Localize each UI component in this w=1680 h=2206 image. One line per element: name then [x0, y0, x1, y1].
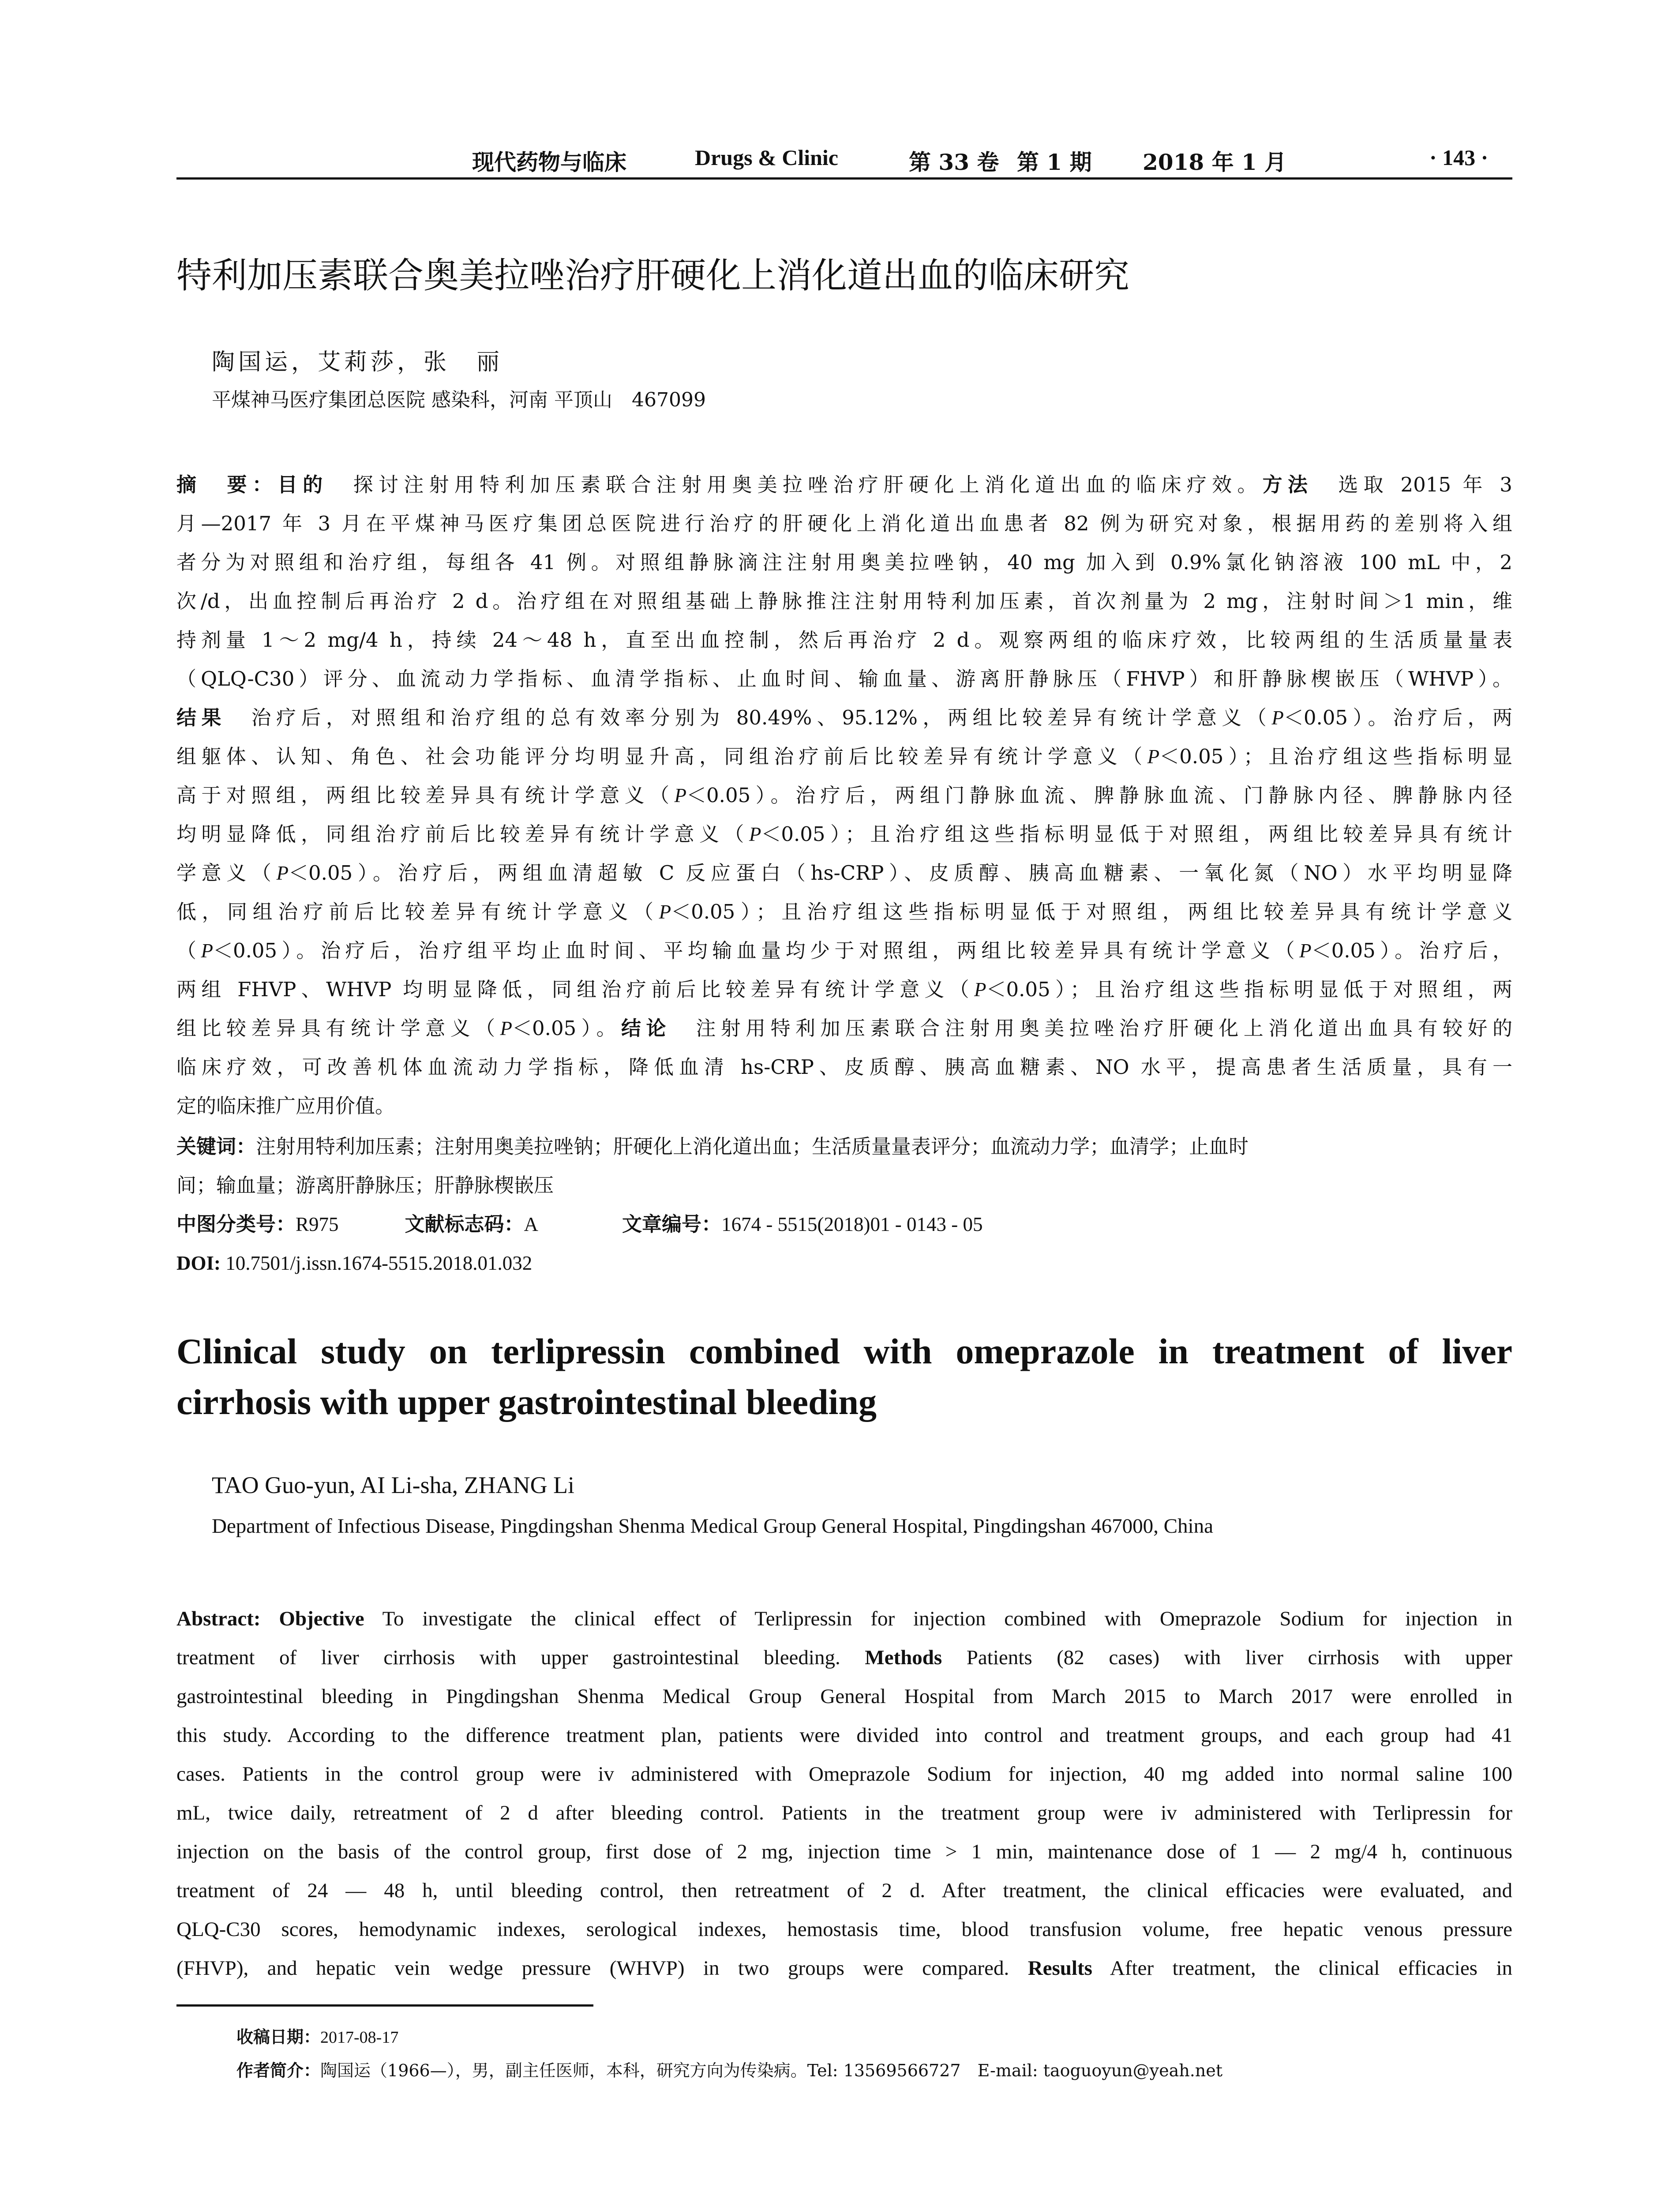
abstract-text: Patients (82 cases) with liver cirrhosis with upper — [966, 1646, 1512, 1669]
abstract-cn-line — [176, 698, 1512, 737]
p-symbol: P — [500, 1017, 513, 1039]
results-label-en: Results — [1028, 1957, 1092, 1980]
abstract-cn-line — [176, 893, 1512, 931]
title-en-line: cirrhosis with upper gastrointestinal bleeding — [176, 1382, 877, 1422]
doi-line — [176, 1244, 1512, 1283]
abstract-text: ＜0.05）；且治疗组这些指标明显 — [1159, 745, 1512, 768]
article-no-label: 文章编号： — [622, 1212, 722, 1236]
footnotes — [236, 2021, 1222, 2087]
abstract-cn-line: 持剂量 1～2 mg/4 h，持续 24～48 h，直至出血控制，然后再治疗 2 d。观察两组的临床疗效，比较两组的生活质量量表 — [176, 628, 1512, 652]
title-en — [176, 1326, 1512, 1427]
abstract-en-line: QLQ-C30 scores, hemodynamic indexes, serological indexes, hemostasis time, blood transfusion volume, free hepatic venous pressure — [176, 1918, 1512, 1941]
abstract-en-line: mL, twice daily, retreatment of 2 d after bleeding control. Patients in the treatment group were iv administered with Terlipressin for — [176, 1801, 1512, 1824]
p-symbol: P — [1271, 707, 1284, 729]
header-rule — [176, 177, 1512, 180]
abstract-text: 均明显降低，同组治疗前后比较差异有统计学意义（ — [176, 822, 749, 846]
objective-label-en: Objective — [279, 1607, 364, 1630]
received-label: 收稿日期： — [236, 2027, 321, 2047]
doi-label: DOI: — [176, 1252, 221, 1274]
doc-code-label: 文献标志码： — [405, 1212, 524, 1236]
abstract-cn-line: 者分为对照组和治疗组，每组各 41 例。对照组静脉滴注注射用奥美拉唑钠，40 mg 加入到 0.9%氯化钠溶液 100 mL 中，2 — [176, 551, 1512, 574]
abstract-en-line: this study. According to the difference treatment plan, patients were divided into control and treatment groups, and each group had 41 — [176, 1724, 1512, 1747]
received-date — [236, 2021, 1222, 2054]
abstract-en-line — [176, 1599, 1512, 1638]
abstract-text: 低，同组治疗前后比较差异有统计学意义（ — [176, 900, 659, 923]
abstract-text: 选取 2015 年 3 — [1338, 473, 1512, 496]
issue-date: 2018 年 1 月 — [1143, 149, 1287, 175]
abstract-cn-line — [176, 931, 1512, 970]
affiliation-cn: 平煤神马医疗集团总医院 感染科，河南 平顶山 467099 — [212, 389, 706, 411]
p-symbol: P — [1147, 746, 1160, 768]
abstract-text: 治疗后，对照组和治疗组的总有效率分别为 80.49%、95.12%，两组比较差异有统计学意义（ — [251, 706, 1272, 729]
title-cn: 特利加压素联合奥美拉唑治疗肝硬化上消化道出血的临床研究 — [176, 255, 1129, 296]
abstract-text: ＜0.05）；且治疗组这些指标明显低于对照组，两组比较差异具有统计 — [761, 822, 1512, 846]
abstract-text: ＜0.05）。治疗后，治疗组平均止血时间、平均输血量均少于对照组，两组比较差异具有统计学意义（ — [213, 939, 1300, 962]
abstract-text: ＜0.05）。治疗后，两 — [1283, 706, 1512, 729]
abstract-text: 两组 FHVP、WHVP 均明显降低，同组治疗前后比较差异有统计学意义（ — [176, 978, 974, 1001]
abstract-text: To investigate the clinical effect of Terlipressin for injection combined with Omeprazole Sodium for injection in — [382, 1607, 1512, 1630]
abstract-cn-line — [176, 854, 1512, 893]
abstract-text: 高于对照组，两组比较差异具有统计学意义（ — [176, 784, 675, 807]
affiliation-en: Department of Infectious Disease, Pingdingshan Shenma Medical Group General Hospital, Pingdingshan 467000, China — [212, 1515, 1213, 1538]
abstract-en-line: injection on the basis of the control group, first dose of 2 mg, injection time > 1 min, maintenance dose of 1 — 2 mg/4 h, continuous — [176, 1840, 1512, 1863]
p-symbol: P — [201, 940, 213, 962]
abstract-text: 组躯体、认知、角色、社会功能评分均明显升高，同组治疗前后比较差异有统计学意义（ — [176, 745, 1148, 768]
abstract-text: 探讨注射用特利加压素联合注射用奥美拉唑治疗肝硬化上消化道出血的临床疗效。 — [353, 473, 1263, 496]
author-bio-text: 陶国运（1966—），男，副主任医师，本科，研究方向为传染病。Tel: 13569566727 E-mail: taoguoyun@yeah.net — [320, 2061, 1223, 2080]
clc-label: 中图分类号： — [176, 1212, 296, 1236]
abstract-label-en: Abstract: — [176, 1607, 261, 1630]
author-bio-label: 作者简介： — [236, 2061, 321, 2080]
abstract-text: ＜0.05）；且治疗组这些指标明显低于对照组，两组比较差异具有统计学意义 — [671, 900, 1512, 923]
issue: 第 1 期 — [1017, 149, 1092, 175]
abstract-en-line: gastrointestinal bleeding in Pingdingshan Shenma Medical Group General Hospital from March 2015 to March 2017 were enrolled in — [176, 1685, 1512, 1708]
conclusion-label-cn: 结论 — [621, 1017, 671, 1040]
abstract-cn-line: 次/d，出血控制后再治疗 2 d。治疗组在对照组基础上静脉推注注射用特利加压素，首次剂量为 2 mg，注射时间＞1 min，维 — [176, 589, 1512, 613]
abstract-cn-line: 月—2017 年 3 月在平煤神马医疗集团总医院进行治疗的肝硬化上消化道出血患者 82 例为研究对象，根据用药的差别将入组 — [176, 512, 1512, 535]
abstract-text: ＜0.05）。治疗后，两组血清超敏 C 反应蛋白（hs-CRP）、皮质醇、胰高血糖素、一氧化氮（NO）水平均明显降 — [289, 861, 1512, 885]
volume: 第 33 卷 — [909, 149, 999, 175]
abstract-text: 学意义（ — [176, 861, 277, 885]
abstract-cn-line — [176, 970, 1512, 1009]
results-label-cn: 结果 — [176, 706, 226, 729]
abstract-cn-line — [176, 1009, 1512, 1048]
abstract-text: ＜0.05）。 — [512, 1017, 622, 1040]
abstract-text: After treatment, the clinical efficacies in — [1110, 1957, 1512, 1980]
abstract-en — [176, 1599, 1512, 1988]
p-symbol: P — [674, 784, 687, 807]
abstract-text: 组比较差异具有统计学意义（ — [176, 1017, 500, 1040]
abstract-label-cn: 摘 要： — [176, 473, 278, 496]
authors-cn: 陶国运，艾莉莎，张 丽 — [212, 349, 503, 375]
authors-en: TAO Guo-yun, AI Li-sha, ZHANG Li — [212, 1472, 575, 1498]
abstract-en-line: treatment of 24 — 48 h, until bleeding control, then retreatment of 2 d. After treatment, the clinical efficacies were evaluated, and — [176, 1879, 1512, 1902]
classification-line — [176, 1205, 1512, 1244]
abstract-en-line — [176, 1638, 1512, 1677]
methods-label-cn: 方法 — [1262, 473, 1313, 496]
p-symbol: P — [276, 862, 289, 884]
p-symbol: P — [749, 823, 761, 845]
received-value: 2017-08-17 — [320, 2028, 399, 2047]
abstract-en-line: cases. Patients in the control group were iv administered with Omeprazole Sodium for injection, 40 mg added into normal saline 100 — [176, 1763, 1512, 1786]
keywords-line — [176, 1127, 1512, 1166]
keywords: 注射用特利加压素；注射用奥美拉唑钠；肝硬化上消化道出血；生活质量量表评分；血流动力学；血清学；止血时 — [256, 1135, 1249, 1158]
p-symbol: P — [1299, 940, 1312, 962]
abstract-cn-line — [176, 815, 1512, 854]
abstract-cn-line: 临床疗效，可改善机体血流动力学指标，降低血清 hs-CRP、皮质醇、胰高血糖素、NO 水平，提高患者生活质量，具有一 — [176, 1055, 1512, 1079]
abstract-text: 注射用特利加压素联合注射用奥美拉唑治疗肝硬化上消化道出血具有较好的 — [696, 1017, 1512, 1040]
abstract-text: treatment of liver cirrhosis with upper gastrointestinal bleeding. — [176, 1646, 840, 1669]
title-en-line: Clinical study on terlipressin combined with omeprazole in treatment of liver — [176, 1331, 1512, 1371]
abstract-text: (FHVP), and hepatic vein wedge pressure (WHVP) in two groups were compared. — [176, 1957, 1009, 1980]
abstract-cn-line: 定的临床推广应用价值。 — [176, 1094, 395, 1118]
keywords-label: 关键词： — [176, 1135, 256, 1158]
abstract-cn-line — [176, 776, 1512, 815]
abstract-cn-line — [176, 465, 1512, 504]
abstract-text: ＜0.05）。治疗后，两组门静脉血流、脾静脉血流、门静脉内径、脾静脉内径 — [686, 784, 1512, 807]
doc-code-value: A — [524, 1213, 539, 1235]
abstract-cn — [176, 465, 1512, 1126]
methods-label-en: Methods — [865, 1646, 942, 1669]
abstract-text: （ — [176, 939, 201, 962]
abstract-cn-line — [176, 737, 1512, 776]
article-meta-cn — [176, 1127, 1512, 1283]
article-no-value: 1674 - 5515(2018)01 - 0143 - 05 — [721, 1213, 983, 1235]
abstract-text: ＜0.05）；且治疗组这些指标明显低于对照组，两 — [986, 978, 1512, 1001]
running-header — [176, 140, 1512, 175]
abstract-cn-line: （QLQ-C30）评分、血流动力学指标、血清学指标、止血时间、输血量、游离肝静脉压（FHVP）和肝静脉楔嵌压（WHVP）。 — [176, 667, 1512, 690]
p-symbol: P — [974, 979, 986, 1001]
page-number: · 143 · — [1429, 145, 1489, 170]
footnote-rule — [176, 2004, 593, 2007]
objective-label-cn: 目的 — [278, 473, 328, 496]
abstract-text: ＜0.05）。治疗后， — [1311, 939, 1512, 962]
journal-name-cn: 现代药物与临床 — [472, 149, 626, 175]
journal-name-en: Drugs & Clinic — [695, 145, 838, 170]
abstract-en-line — [176, 1949, 1512, 1988]
p-symbol: P — [659, 901, 671, 923]
clc-value: R975 — [296, 1213, 339, 1235]
author-bio — [236, 2054, 1222, 2087]
keywords-line: 间；输血量；游离肝静脉压；肝静脉楔嵌压 — [176, 1174, 554, 1197]
doi-value[interactable]: 10.7501/j.issn.1674-5515.2018.01.032 — [225, 1252, 532, 1274]
